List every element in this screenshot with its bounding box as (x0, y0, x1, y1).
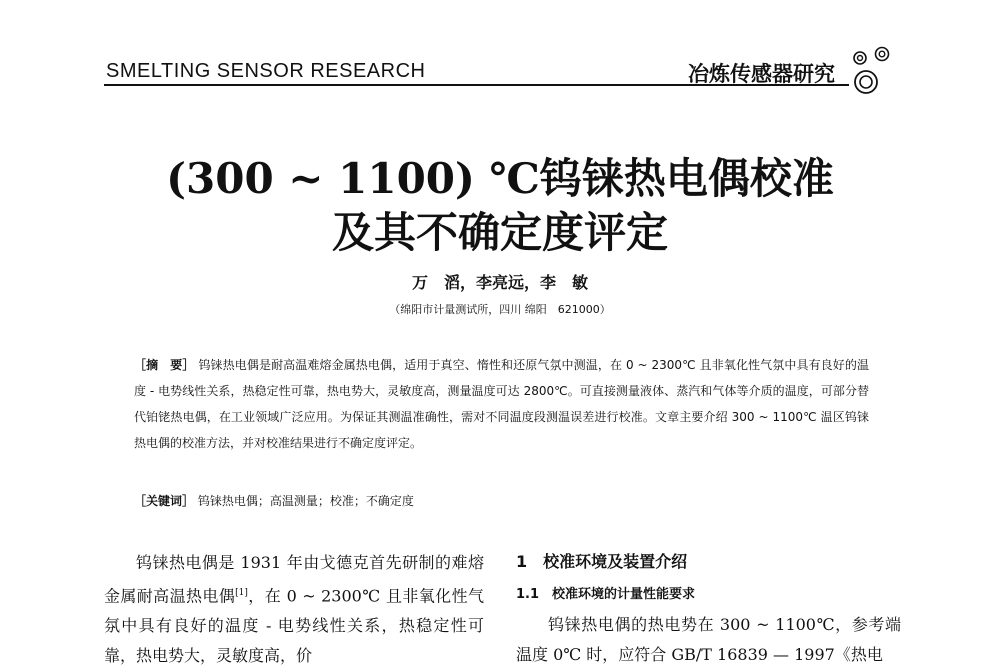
body-left-column (104, 548, 484, 671)
citation-ref: [1] (235, 588, 248, 598)
paper-title-line-2: 及其不确定度评定 (331, 208, 668, 257)
body-right-column (516, 548, 901, 670)
intro-text-b: ，在 0 ~ 2300℃ 且非氧化性气氛中具有良好的温度 - 电势线性关系，热稳定性可靠，热电势大，灵敏度高，价 (104, 586, 484, 666)
abstract (134, 352, 869, 456)
intro-text-a: 钨铼热电偶是 1931 年由戈德克首先研制的难熔金属耐高温热电偶 (104, 553, 484, 606)
abstract-label: ［摘 要］ (134, 358, 195, 372)
keywords (134, 492, 869, 509)
section-heading-1-1: 1.1 校准环境的计量性能要求 (516, 587, 696, 602)
journal-name-cn: 冶炼传感器研究 (688, 62, 835, 86)
section-1-1-paragraph: 钨铼热电偶的热电势在 300 ~ 1100℃，参考端温度 0℃ 时，应符合 GB/T 16839 — 1997《热电 (516, 615, 901, 664)
abstract-text: 钨铼热电偶是耐高温难熔金属热电偶，适用于真空、惰性和还原气氛中测温，在 0 ~ 2300℃ 且非氧化性气氛中具有良好的温度 - 电势线性关系，热稳定性可靠，热电势大，灵敏度高，测量温度可达 2800℃。可直接测量液体、蒸汽和气体等介质的温度，可部分替代铂铑热电偶，在工业领域广泛应用。为保证其测温准确性，需对不同温度段测温误差进行校准。文章主要介绍 300 ~ 1100℃ 温区钨铼热电偶的校准方法，并对校准结果进行不确定度评定。 (134, 358, 869, 450)
intro-paragraph (104, 548, 484, 671)
section-heading-1: 1 校准环境及装置介绍 (516, 552, 688, 571)
concentric-circles-logo-icon (846, 44, 894, 96)
keywords-text: 钨铼热电偶；高温测量；校准；不确定度 (197, 494, 414, 508)
affiliation: （绵阳市计量测试所，四川 绵阳 621000） (389, 303, 611, 316)
authors: 万 滔，李亮远，李 敏 (411, 273, 588, 292)
journal-name-en: SMELTING SENSOR RESEARCH (106, 60, 426, 82)
header-rule (104, 84, 849, 86)
paper-title-line-1: (300 ~ 1100) ℃钨铼热电偶校准 (166, 154, 834, 203)
keywords-label: ［关键词］ (134, 494, 195, 508)
